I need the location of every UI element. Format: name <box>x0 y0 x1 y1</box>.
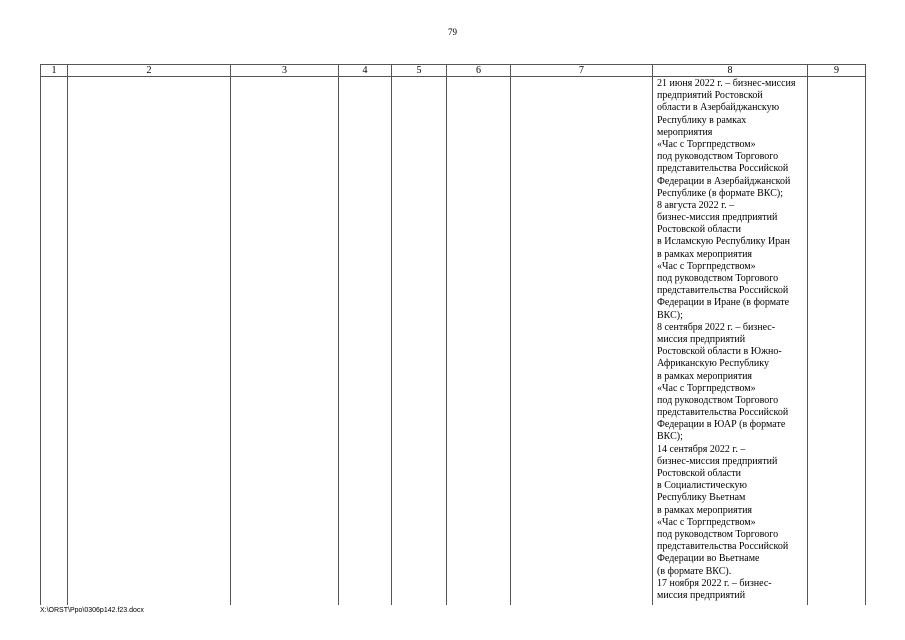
text-line: представительства Российской <box>657 407 789 419</box>
text-line: «Час с Торгпредством» <box>657 516 756 528</box>
text-line: в рамках мероприятия <box>657 504 753 516</box>
text-line: Африканскую Республику <box>657 358 769 370</box>
text-line: области в Азербайджанскую <box>657 102 780 114</box>
column-number-row <box>41 65 866 77</box>
text-line: в рамках мероприятия <box>657 248 753 260</box>
cell-col-4 <box>339 77 392 606</box>
text-line: Республику в рамках <box>657 114 747 126</box>
column-header-9: 9 <box>808 65 866 77</box>
text-line: бизнес-миссия предприятий <box>657 212 778 224</box>
text-line: «Час с Торгпредством» <box>657 382 756 394</box>
text-line: Федерации во Вьетнаме <box>657 553 760 565</box>
text-line: 14 сентября 2022 г. – <box>657 443 746 455</box>
column-header-5: 5 <box>392 65 447 77</box>
cell-col-1 <box>41 77 68 606</box>
cell-col-7 <box>511 77 653 606</box>
table-row <box>41 77 866 606</box>
text-line: Федерации в Иране (в формате <box>657 297 790 309</box>
text-line: в Исламскую Республику Иран <box>657 236 790 248</box>
text-line: предприятий Ростовской <box>657 90 763 102</box>
text-line: под руководством Торгового <box>657 528 779 540</box>
column-header-4: 4 <box>339 65 392 77</box>
text-line: 8 августа 2022 г. – <box>657 199 735 211</box>
cell-col-3 <box>231 77 339 606</box>
text-line: Ростовской области в Южно- <box>657 346 782 358</box>
business-mission-text <box>653 77 807 602</box>
column-header-1: 1 <box>41 65 68 77</box>
text-line: 21 июня 2022 г. – бизнес-миссия <box>657 78 796 89</box>
text-line: миссия предприятий <box>657 589 746 601</box>
text-line: бизнес-миссия предприятий <box>657 455 778 467</box>
text-line: «Час с Торгпредством» <box>657 138 756 150</box>
text-line: Республику Вьетнам <box>657 492 746 504</box>
text-line: 8 сентября 2022 г. – бизнес- <box>657 321 776 333</box>
cell-col-9 <box>808 77 866 606</box>
text-line: в Социалистическую <box>657 480 747 492</box>
text-line: под руководством Торгового <box>657 151 779 163</box>
text-line: ВКС); <box>657 431 683 443</box>
text-line: «Час с Торгпредством» <box>657 260 756 272</box>
text-line: Федерации в Азербайджанской <box>657 175 791 187</box>
document-table <box>40 64 866 605</box>
column-header-6: 6 <box>447 65 511 77</box>
text-line: представительства Российской <box>657 285 789 297</box>
text-line: мероприятия <box>657 126 713 138</box>
footer-file-path: X:\ORST\Ppo\0306p142.f23.docx <box>40 607 144 614</box>
text-line: под руководством Торгового <box>657 394 779 406</box>
text-line: под руководством Торгового <box>657 273 779 284</box>
column-header-7: 7 <box>511 65 653 77</box>
cell-col-6 <box>447 77 511 606</box>
column-header-3: 3 <box>231 65 339 77</box>
text-line: миссия предприятий <box>657 333 746 345</box>
text-line: представительства Российской <box>657 541 789 553</box>
page-number: 79 <box>448 27 457 37</box>
cell-col-5 <box>392 77 447 606</box>
text-line: ВКС); <box>657 309 683 321</box>
text-line: Ростовской области <box>657 468 741 479</box>
cell-col-2 <box>68 77 231 606</box>
text-line: Федерации в ЮАР (в формате <box>657 419 786 431</box>
text-line: Ростовской области <box>657 224 741 236</box>
text-line: Республике (в формате ВКС); <box>657 187 784 199</box>
column-header-8: 8 <box>653 65 808 77</box>
text-line: 17 ноября 2022 г. – бизнес- <box>657 577 772 589</box>
text-line: представительства Российской <box>657 163 789 175</box>
cell-col-8 <box>653 77 808 606</box>
column-header-2: 2 <box>68 65 231 77</box>
text-line: (в формате ВКС). <box>657 565 732 577</box>
text-line: в рамках мероприятия <box>657 370 753 382</box>
